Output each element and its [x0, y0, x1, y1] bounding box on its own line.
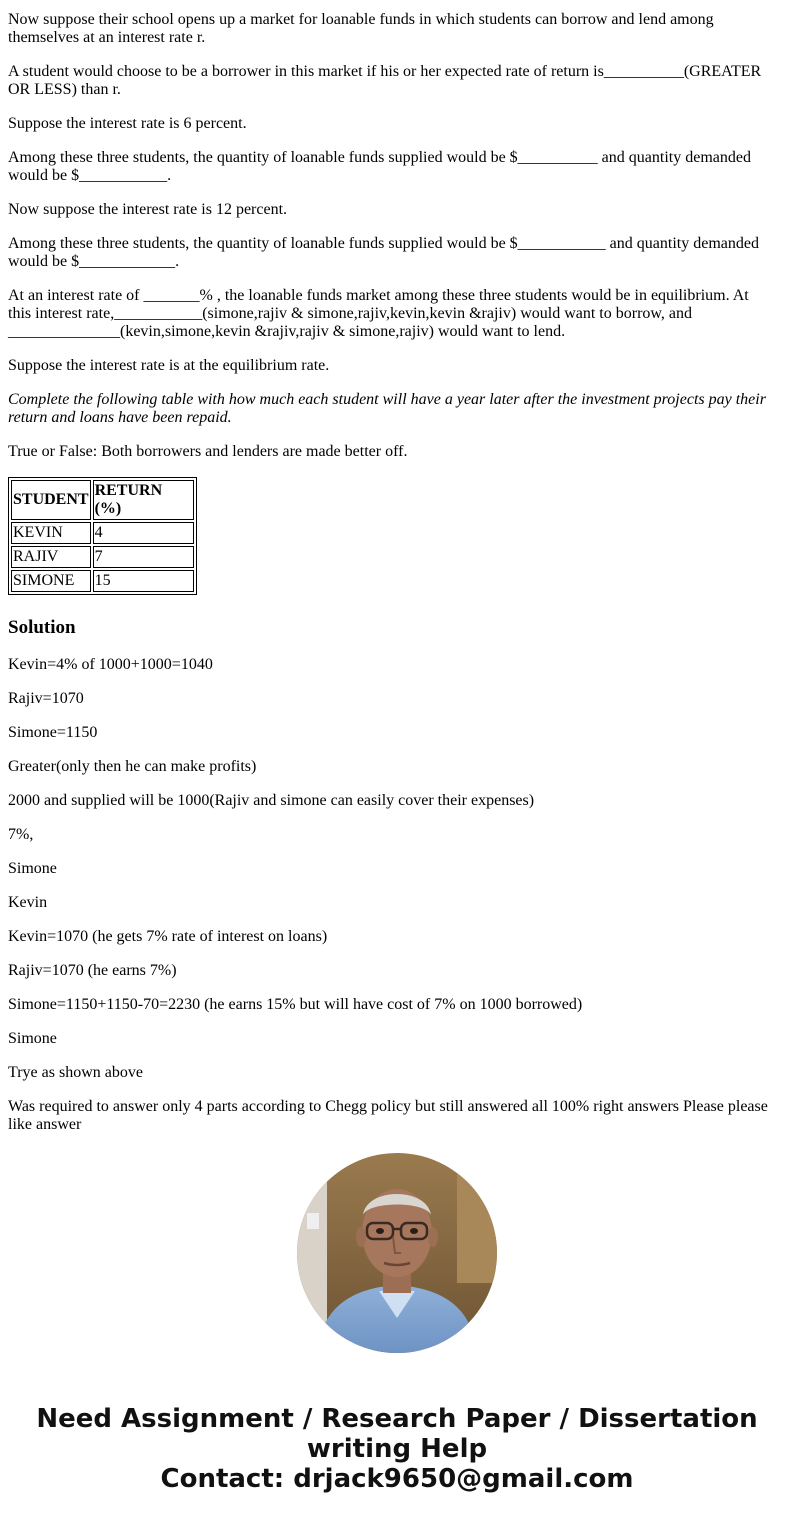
solution-line: Greater(only then he can make profits) — [8, 758, 257, 775]
table-cell: RAJIV — [11, 546, 91, 568]
instruction-paragraph: Complete the following table with how much each student will have a year later after the investment projects pay their return and loans have been repaid. — [8, 391, 766, 426]
solution-answers — [8, 656, 770, 1134]
question-paragraph: Suppose the interest rate is 6 percent. — [8, 115, 247, 132]
footer-banner — [0, 1404, 794, 1494]
solution-line: Was required to answer only 4 parts according to Chegg policy but still answered all 100% right answers Please please like answer — [8, 1098, 768, 1133]
table-header-row — [11, 480, 194, 520]
table-cell: 4 — [93, 522, 194, 544]
table-row — [11, 522, 194, 544]
solution-line: Rajiv=1070 (he earns 7%) — [8, 962, 177, 979]
author-avatar — [297, 1153, 497, 1353]
question-paragraph: Among these three students, the quantity of loanable funds supplied would be $___________ and quantity demanded would be $____________. — [8, 235, 759, 270]
table-row — [11, 546, 194, 568]
solution-line: 2000 and supplied will be 1000(Rajiv and simone can easily cover their expenses) — [8, 792, 535, 809]
footer-contact: Contact: drjack9650@gmail.com — [160, 1464, 634, 1494]
solution-line: Kevin=1070 (he gets 7% rate of interest on loans) — [8, 928, 328, 945]
solution-line: Simone — [8, 860, 57, 877]
question-paragraph: Now suppose their school opens up a market for loanable funds in which students can borrow and lend among themselves at an interest rate r. — [8, 11, 714, 46]
solution-line: Simone — [8, 1030, 57, 1047]
table-cell: 7 — [93, 546, 194, 568]
solution-line: 7%, — [8, 826, 34, 843]
solution-line: Kevin=4% of 1000+1000=1040 — [8, 656, 213, 673]
footer-line-1: Need Assignment / Research Paper / Dissertation — [36, 1404, 758, 1434]
footer-line-2: writing Help — [306, 1434, 488, 1464]
table-cell: 15 — [93, 570, 194, 592]
solution-heading: Solution — [8, 617, 76, 638]
question-paragraph: Among these three students, the quantity of loanable funds supplied would be $__________ and quantity demanded would be $___________. — [8, 149, 751, 184]
table-row — [11, 570, 194, 592]
question-paragraph: A student would choose to be a borrower in this market if his or her expected rate of return is__________(GREATER OR LESS) than r. — [8, 63, 762, 98]
returns-table — [8, 477, 197, 595]
solution-line: Rajiv=1070 — [8, 690, 84, 707]
table-header-student: STUDENT — [11, 480, 91, 520]
solution-line: Trye as shown above — [8, 1064, 143, 1081]
question-paragraph: Suppose the interest rate is at the equilibrium rate. — [8, 357, 330, 374]
table-cell: KEVIN — [11, 522, 91, 544]
solution-line: Simone=1150+1150-70=2230 (he earns 15% but will have cost of 7% on 1000 borrowed) — [8, 996, 583, 1013]
table-cell: SIMONE — [11, 570, 91, 592]
true-false-question: True or False: Both borrowers and lenders are made better off. — [8, 443, 408, 460]
question-paragraph: Now suppose the interest rate is 12 percent. — [8, 201, 288, 218]
question-paragraph: At an interest rate of _______% , the loanable funds market among these three students would be in equilibrium. At this interest rate,___________(simone,rajiv & simone,rajiv,kevin,kevin &rajiv) would want to borrow, and ______________(kevin,simone,kevin &rajiv,rajiv & simone,rajiv) would want to lend. — [8, 287, 749, 340]
table-header-return: RETURN (%) — [93, 480, 194, 520]
avatar-portrait-icon — [297, 1153, 497, 1353]
solution-line: Kevin — [8, 894, 48, 911]
solution-line: Simone=1150 — [8, 724, 98, 741]
